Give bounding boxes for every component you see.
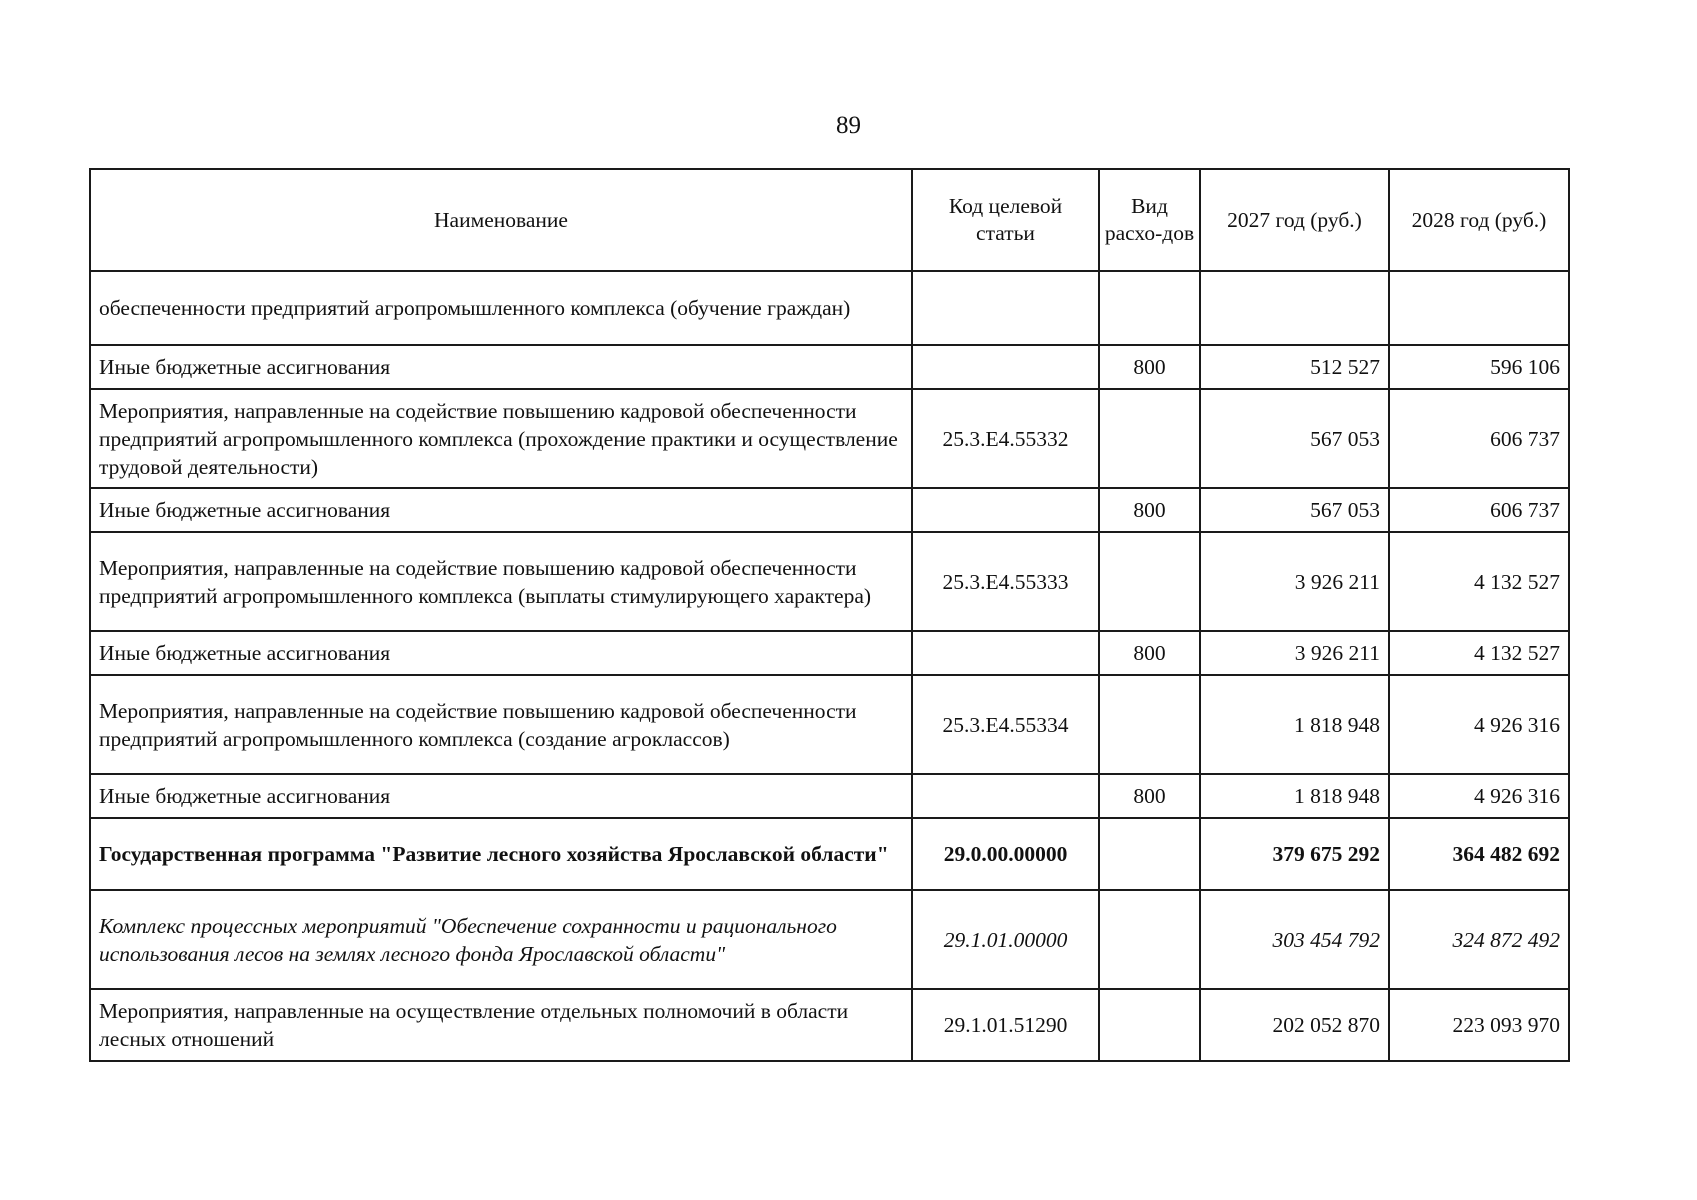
page-number: 89 bbox=[836, 112, 861, 139]
row-2027 bbox=[1200, 271, 1389, 345]
row-name: Иные бюджетные ассигнования bbox=[90, 345, 912, 389]
row-2027: 3 926 211 bbox=[1200, 631, 1389, 675]
row-kind bbox=[1099, 989, 1200, 1061]
table-header-row bbox=[90, 169, 1569, 271]
row-kind bbox=[1099, 675, 1200, 774]
row-2028: 4 132 527 bbox=[1389, 532, 1569, 631]
row-kind: 800 bbox=[1099, 631, 1200, 675]
row-2028: 4 926 316 bbox=[1389, 774, 1569, 818]
table-row bbox=[90, 389, 1569, 488]
row-2027: 567 053 bbox=[1200, 389, 1389, 488]
row-kind bbox=[1099, 890, 1200, 989]
table-row bbox=[90, 271, 1569, 345]
row-2027: 512 527 bbox=[1200, 345, 1389, 389]
row-name: Иные бюджетные ассигнования bbox=[90, 631, 912, 675]
row-2028: 606 737 bbox=[1389, 389, 1569, 488]
row-name: Мероприятия, направленные на содействие повышению кадровой обеспеченности предприятий агропромышленного комплекса (создание агроклассов) bbox=[90, 675, 912, 774]
row-kind: 800 bbox=[1099, 345, 1200, 389]
row-2027: 1 818 948 bbox=[1200, 774, 1389, 818]
row-code: 29.0.00.00000 bbox=[912, 818, 1099, 890]
row-2028 bbox=[1389, 271, 1569, 345]
header-name: Наименование bbox=[90, 169, 912, 271]
row-name: Иные бюджетные ассигнования bbox=[90, 774, 912, 818]
row-code: 25.3.Е4.55333 bbox=[912, 532, 1099, 631]
row-name: Мероприятия, направленные на содействие повышению кадровой обеспеченности предприятий агропромышленного комплекса (прохождение практики и осуществление трудовой деятельности) bbox=[90, 389, 912, 488]
row-2028: 4 132 527 bbox=[1389, 631, 1569, 675]
row-2028: 4 926 316 bbox=[1389, 675, 1569, 774]
row-2028: 596 106 bbox=[1389, 345, 1569, 389]
row-2027: 303 454 792 bbox=[1200, 890, 1389, 989]
row-2028: 606 737 bbox=[1389, 488, 1569, 532]
header-kind: Вид расхо-дов bbox=[1099, 169, 1200, 271]
row-2028: 364 482 692 bbox=[1389, 818, 1569, 890]
table-row bbox=[90, 774, 1569, 818]
row-name: Мероприятия, направленные на осуществление отдельных полномочий в области лесных отношений bbox=[90, 989, 912, 1061]
row-code bbox=[912, 345, 1099, 389]
table-row bbox=[90, 631, 1569, 675]
row-kind bbox=[1099, 818, 1200, 890]
row-kind: 800 bbox=[1099, 488, 1200, 532]
row-name: Государственная программа "Развитие лесного хозяйства Ярославской области" bbox=[90, 818, 912, 890]
header-code: Код целевой статьи bbox=[912, 169, 1099, 271]
row-code bbox=[912, 631, 1099, 675]
row-2027: 3 926 211 bbox=[1200, 532, 1389, 631]
row-kind: 800 bbox=[1099, 774, 1200, 818]
row-code bbox=[912, 488, 1099, 532]
row-2027: 379 675 292 bbox=[1200, 818, 1389, 890]
row-code: 25.3.Е4.55334 bbox=[912, 675, 1099, 774]
table-row bbox=[90, 488, 1569, 532]
row-code bbox=[912, 271, 1099, 345]
header-2027: 2027 год (руб.) bbox=[1200, 169, 1389, 271]
row-kind bbox=[1099, 532, 1200, 631]
budget-table bbox=[89, 168, 1570, 1062]
table-row-program bbox=[90, 818, 1569, 890]
row-2027: 202 052 870 bbox=[1200, 989, 1389, 1061]
table-row bbox=[90, 675, 1569, 774]
row-2028: 324 872 492 bbox=[1389, 890, 1569, 989]
row-name: Мероприятия, направленные на содействие повышению кадровой обеспеченности предприятий агропромышленного комплекса (выплаты стимулирующего характера) bbox=[90, 532, 912, 631]
table-row bbox=[90, 345, 1569, 389]
row-kind bbox=[1099, 389, 1200, 488]
row-2027: 1 818 948 bbox=[1200, 675, 1389, 774]
table-row bbox=[90, 532, 1569, 631]
row-code: 25.3.Е4.55332 bbox=[912, 389, 1099, 488]
row-code bbox=[912, 774, 1099, 818]
row-name: Комплекс процессных мероприятий "Обеспечение сохранности и рационального использования лесов на землях лесного фонда Ярославской области" bbox=[90, 890, 912, 989]
table-row bbox=[90, 989, 1569, 1061]
row-code: 29.1.01.51290 bbox=[912, 989, 1099, 1061]
table-row-complex bbox=[90, 890, 1569, 989]
row-code: 29.1.01.00000 bbox=[912, 890, 1099, 989]
row-2027: 567 053 bbox=[1200, 488, 1389, 532]
row-2028: 223 093 970 bbox=[1389, 989, 1569, 1061]
row-kind bbox=[1099, 271, 1200, 345]
header-2028: 2028 год (руб.) bbox=[1389, 169, 1569, 271]
row-name: Иные бюджетные ассигнования bbox=[90, 488, 912, 532]
row-name: обеспеченности предприятий агропромышленного комплекса (обучение граждан) bbox=[90, 271, 912, 345]
